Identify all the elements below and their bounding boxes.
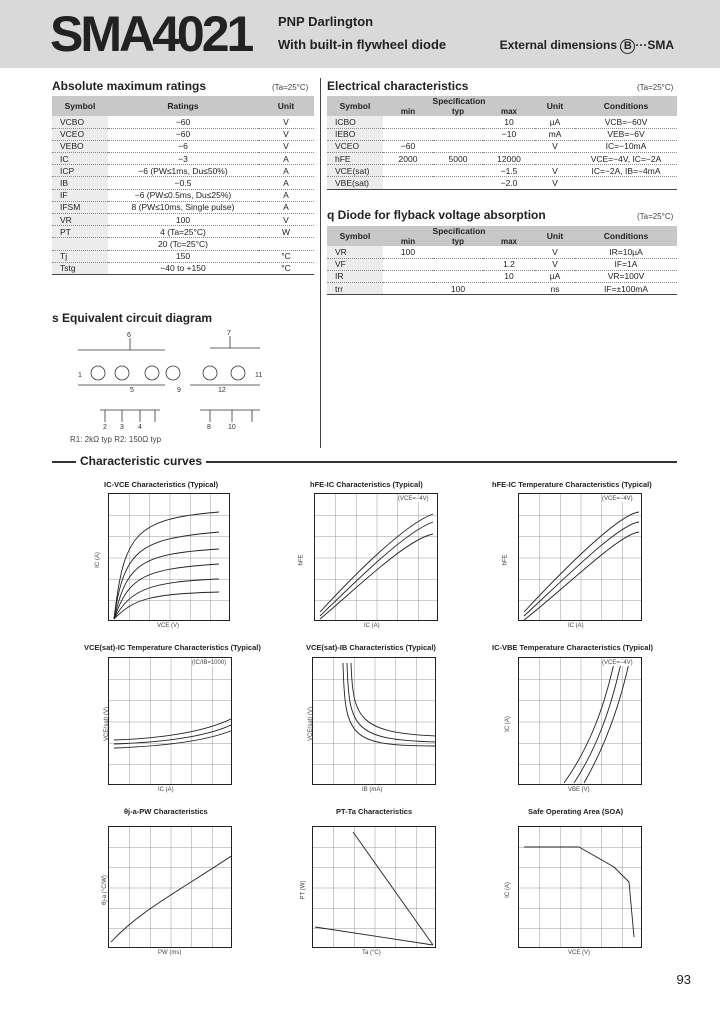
plot-canvas: [313, 658, 436, 785]
table-cell: V: [258, 214, 314, 226]
diode-header-spec: Specification: [383, 226, 535, 236]
symbol-cell: trr: [327, 283, 383, 295]
table-cell: A: [258, 165, 314, 177]
y-axis-label: IC (A): [504, 716, 511, 732]
table-cell: 10: [483, 116, 535, 128]
table-cell: 100: [433, 283, 483, 295]
table-cell: [433, 258, 483, 270]
elec-header-max: max: [483, 106, 535, 116]
device-type: PNP Darlington: [278, 14, 374, 29]
table-cell: °C: [258, 262, 314, 274]
table-cell: V: [535, 177, 575, 189]
table-cell: V: [535, 165, 575, 177]
circuit-title: s Equivalent circuit diagram: [52, 311, 213, 325]
table-cell: −6 (PW≤1ms, Du≤50%): [108, 165, 258, 177]
table-cell: [258, 238, 314, 250]
characteristic-plot: [108, 493, 230, 621]
table-row: [52, 177, 314, 189]
curve-line: [320, 514, 433, 612]
plot-canvas: [313, 827, 436, 948]
symbol-cell: IFSM: [52, 201, 108, 213]
symbol-cell: VBE(sat): [327, 177, 383, 189]
curve-line: [320, 522, 433, 616]
y-axis-label: hFE: [298, 554, 305, 566]
table-cell: [483, 140, 535, 152]
table-cell: 150: [108, 250, 258, 262]
table-cell: 100: [108, 214, 258, 226]
y-axis-label: θj-a (°C/W): [101, 875, 108, 905]
table-cell: [433, 270, 483, 282]
y-axis-label: PT (W): [300, 880, 307, 900]
elec-header-conditions: Conditions: [575, 96, 677, 116]
elec-header-symbol: Symbol: [327, 96, 383, 116]
table-cell: [433, 128, 483, 140]
plot-canvas: [109, 658, 232, 785]
table-cell: A: [258, 189, 314, 201]
symbol-cell: IF: [52, 189, 108, 201]
pin-label: 1: [78, 372, 82, 379]
symbol-cell: VR: [52, 214, 108, 226]
pin-label: 7: [227, 330, 231, 337]
plot-title: θj-a-PW Characteristics: [124, 807, 208, 816]
characteristic-plot: [312, 657, 436, 785]
table-cell: V: [258, 116, 314, 128]
table-cell: V: [535, 258, 575, 270]
symbol-cell: Tstg: [52, 262, 108, 274]
plot-condition-note: (VCE=−4V): [602, 496, 633, 502]
plot-canvas: [519, 827, 642, 948]
pin-label: 6: [127, 332, 131, 339]
diode-title: q Diode for flyback voltage absorption: [327, 208, 546, 222]
abs-max-condition: (Ta=25°C): [272, 83, 309, 92]
y-axis-label: VCE(sat) (V): [104, 706, 111, 742]
table-cell: [483, 246, 535, 258]
x-axis-label: IC (A): [568, 623, 584, 629]
table-cell: IC=−2A, IB=−4mA: [575, 165, 677, 177]
table-row: [52, 165, 314, 177]
table-cell: −40 to +150: [108, 262, 258, 274]
plot-title: VCE(sat)-IB Characteristics (Typical): [306, 643, 436, 652]
symbol-cell: ICP: [52, 165, 108, 177]
characteristic-plot: [518, 493, 642, 621]
plot-canvas: [109, 827, 232, 948]
plot-condition-note: (VCE=−4V): [602, 660, 633, 666]
curve-line: [114, 564, 219, 619]
table-cell: −60: [108, 128, 258, 140]
elec-header-min: min: [383, 106, 433, 116]
table-row: [327, 153, 677, 165]
plot-title: Safe Operating Area (SOA): [528, 807, 624, 816]
table-row: [52, 226, 314, 238]
elec-title: Electrical characteristics: [327, 79, 469, 93]
pin-label: 4: [138, 424, 142, 430]
table-cell: −60: [108, 116, 258, 128]
table-cell: IC=−10mA: [575, 140, 677, 152]
table-cell: −6 (PW≤0.5ms, Du≤25%): [108, 189, 258, 201]
table-cell: 2000: [383, 153, 433, 165]
characteristic-plot: [108, 826, 232, 948]
table-cell: [383, 258, 433, 270]
table-cell: [535, 153, 575, 165]
elec-header-unit: Unit: [535, 96, 575, 116]
symbol-cell: IB: [52, 177, 108, 189]
curve-line: [114, 592, 219, 619]
page-number: 93: [676, 972, 691, 987]
ext-dim-label: External dimensions: [499, 38, 617, 52]
diode-condition: (Ta=25°C): [637, 212, 674, 221]
symbol-cell: IR: [327, 270, 383, 282]
table-row: [327, 165, 677, 177]
device-feature: With built-in flywheel diode: [278, 37, 447, 52]
symbol-cell: [52, 238, 108, 250]
table-cell: [433, 165, 483, 177]
curve-line: [353, 832, 433, 945]
plot-title: PT-Ta Characteristics: [336, 807, 413, 816]
table-cell: A: [258, 201, 314, 213]
curve-line: [320, 534, 433, 619]
table-cell: −3: [108, 153, 258, 165]
symbol-cell: VCEO: [52, 128, 108, 140]
table-cell: 4 (Ta=25°C): [108, 226, 258, 238]
table-row: [327, 246, 677, 258]
diode-header-max: max: [483, 236, 535, 246]
pin-label: 2: [103, 424, 107, 430]
pin-label: 8: [207, 424, 211, 430]
curve-line: [347, 663, 436, 742]
table-cell: IF=±100mA: [575, 283, 677, 295]
table-row: [327, 258, 677, 270]
curve-line: [524, 532, 639, 620]
plot-canvas: [315, 494, 438, 621]
table-cell: [433, 140, 483, 152]
table-cell: 10: [483, 270, 535, 282]
abs-header-symbol: Symbol: [52, 96, 108, 116]
plot-title: hFE-IC Characteristics (Typical): [310, 480, 423, 489]
symbol-cell: VCE(sat): [327, 165, 383, 177]
table-cell: [383, 270, 433, 282]
pin-label: 9: [177, 387, 181, 394]
x-axis-label: IB (mA): [362, 787, 383, 793]
curve-line: [343, 663, 436, 746]
curve-line: [114, 724, 232, 744]
curve-line: [114, 579, 219, 619]
symbol-cell: IEBO: [327, 128, 383, 140]
table-cell: −6: [108, 140, 258, 152]
table-row: [52, 140, 314, 152]
table-cell: [483, 283, 535, 295]
symbol-cell: hFE: [327, 153, 383, 165]
table-cell: V: [258, 128, 314, 140]
x-axis-label: IC (A): [158, 787, 174, 793]
pin-label: 10: [228, 424, 236, 430]
pin-label: 5: [130, 387, 134, 394]
table-cell: 8 (PW≤10ms, Single pulse): [108, 201, 258, 213]
x-axis-label: IC (A): [364, 623, 380, 629]
table-row: [52, 201, 314, 213]
table-cell: µA: [535, 270, 575, 282]
table-cell: −10: [483, 128, 535, 140]
table-cell: VCE=−4V, IC=−2A: [575, 153, 677, 165]
elec-header-typ: typ: [433, 106, 483, 116]
table-cell: [383, 116, 433, 128]
table-cell: 1.2: [483, 258, 535, 270]
pin-label: 3: [120, 424, 124, 430]
x-axis-label: VCE (V): [568, 950, 591, 956]
symbol-cell: VF: [327, 258, 383, 270]
table-cell: [433, 116, 483, 128]
table-cell: W: [258, 226, 314, 238]
table-row: [52, 189, 314, 201]
table-cell: mA: [535, 128, 575, 140]
symbol-cell: ICBO: [327, 116, 383, 128]
characteristic-plot: [518, 826, 642, 948]
table-row: [327, 270, 677, 282]
table-cell: [383, 283, 433, 295]
table-row: [327, 140, 677, 152]
table-cell: VR=100V: [575, 270, 677, 282]
plot-canvas: [109, 494, 230, 621]
curve-line: [564, 663, 614, 783]
table-cell: [383, 177, 433, 189]
equivalent-circuit-diagram: [70, 330, 270, 430]
symbol-cell: IC: [52, 153, 108, 165]
diode-header-conditions: Conditions: [575, 226, 677, 246]
characteristic-plot: [518, 657, 642, 785]
table-cell: −0.5: [108, 177, 258, 189]
table-cell: −60: [383, 140, 433, 152]
table-row: [52, 128, 314, 140]
y-axis-label: IC (A): [504, 882, 511, 898]
symbol-cell: PT: [52, 226, 108, 238]
curve-line: [315, 927, 433, 945]
y-axis-label: IC (A): [94, 552, 101, 568]
symbol-cell: VCEO: [327, 140, 383, 152]
table-cell: [433, 246, 483, 258]
table-cell: °C: [258, 250, 314, 262]
table-cell: 20 (Tc=25°C): [108, 238, 258, 250]
table-cell: −1.5: [483, 165, 535, 177]
curve-line: [579, 847, 634, 937]
elec-header-spec: Specification: [383, 96, 535, 106]
plot-condition-note: (VCE=−4V): [398, 496, 429, 502]
y-axis-label: VCE(sat) (V): [308, 706, 315, 742]
table-row: [52, 262, 314, 274]
table-cell: A: [258, 177, 314, 189]
abs-max-table: [52, 96, 314, 275]
table-row: [52, 250, 314, 262]
y-axis-label: hFE: [502, 554, 509, 566]
diode-header-unit: Unit: [535, 226, 575, 246]
x-axis-label: PW (ms): [158, 950, 182, 956]
plot-canvas: [519, 658, 642, 785]
characteristic-plot: [312, 826, 436, 948]
table-cell: [433, 177, 483, 189]
table-cell: [383, 128, 433, 140]
diode-header-typ: typ: [433, 236, 483, 246]
characteristic-plot: [314, 493, 438, 621]
symbol-cell: VEBO: [52, 140, 108, 152]
curve-line: [351, 663, 436, 736]
table-cell: V: [535, 140, 575, 152]
table-cell: V: [535, 246, 575, 258]
table-cell: −2.0: [483, 177, 535, 189]
symbol-cell: VCBO: [52, 116, 108, 128]
plot-title: VCE(sat)-IC Temperature Characteristics (Typical): [84, 643, 261, 652]
x-axis-label: Ta (°C): [362, 950, 381, 956]
diode-header-symbol: Symbol: [327, 226, 383, 246]
x-axis-label: VBE (V): [568, 787, 590, 793]
table-row: [327, 283, 677, 295]
pin-label: 11: [255, 372, 263, 379]
table-cell: V: [258, 140, 314, 152]
abs-max-title: Absolute maximum ratings: [52, 79, 207, 93]
table-cell: 100: [383, 246, 433, 258]
external-dimensions: [500, 38, 674, 54]
plot-title: hFE-IC Temperature Characteristics (Typical): [492, 480, 652, 489]
table-cell: [575, 177, 677, 189]
table-cell: 5000: [433, 153, 483, 165]
abs-header-unit: Unit: [258, 96, 314, 116]
ext-dim-code-badge: B: [620, 39, 635, 54]
table-row: [52, 214, 314, 226]
table-cell: µA: [535, 116, 575, 128]
table-row: [52, 238, 314, 250]
table-cell: VCB=−60V: [575, 116, 677, 128]
table-cell: IF=1A: [575, 258, 677, 270]
plot-title: IC-VBE Temperature Characteristics (Typical): [492, 643, 654, 652]
part-number: SMA4021: [50, 6, 252, 62]
table-cell: ns: [535, 283, 575, 295]
curves-title: Characteristic curves: [76, 454, 206, 468]
diode-header-min: min: [383, 236, 433, 246]
abs-header-ratings: Ratings: [108, 96, 258, 116]
symbol-cell: VR: [327, 246, 383, 258]
characteristic-plot: [108, 657, 232, 785]
table-cell: A: [258, 153, 314, 165]
elec-condition: (Ta=25°C): [637, 83, 674, 92]
table-cell: 12000: [483, 153, 535, 165]
symbol-cell: Tj: [52, 250, 108, 262]
table-row: [52, 153, 314, 165]
column-divider: [320, 78, 321, 448]
elec-table: [327, 96, 677, 190]
table-cell: IR=10µA: [575, 246, 677, 258]
resistor-note: R1: 2kΩ typ R2: 150Ω typ: [70, 435, 162, 444]
table-row: [327, 177, 677, 189]
curve-line: [114, 718, 232, 740]
table-cell: [383, 165, 433, 177]
plot-canvas: [519, 494, 642, 621]
curve-line: [524, 512, 639, 612]
curve-line: [524, 522, 639, 616]
x-axis-label: VCE (V): [157, 623, 180, 629]
pin-label: 12: [218, 387, 226, 394]
curve-line: [111, 855, 232, 942]
diode-table: [327, 226, 677, 295]
plot-condition-note: (IC/IB=1000): [192, 660, 227, 666]
table-row: [52, 116, 314, 128]
plot-title: IC-VCE Characteristics (Typical): [104, 480, 219, 489]
table-row: [327, 116, 677, 128]
table-cell: VEB=−6V: [575, 128, 677, 140]
table-row: [327, 128, 677, 140]
ext-dim-package: ···SMA: [635, 38, 674, 52]
